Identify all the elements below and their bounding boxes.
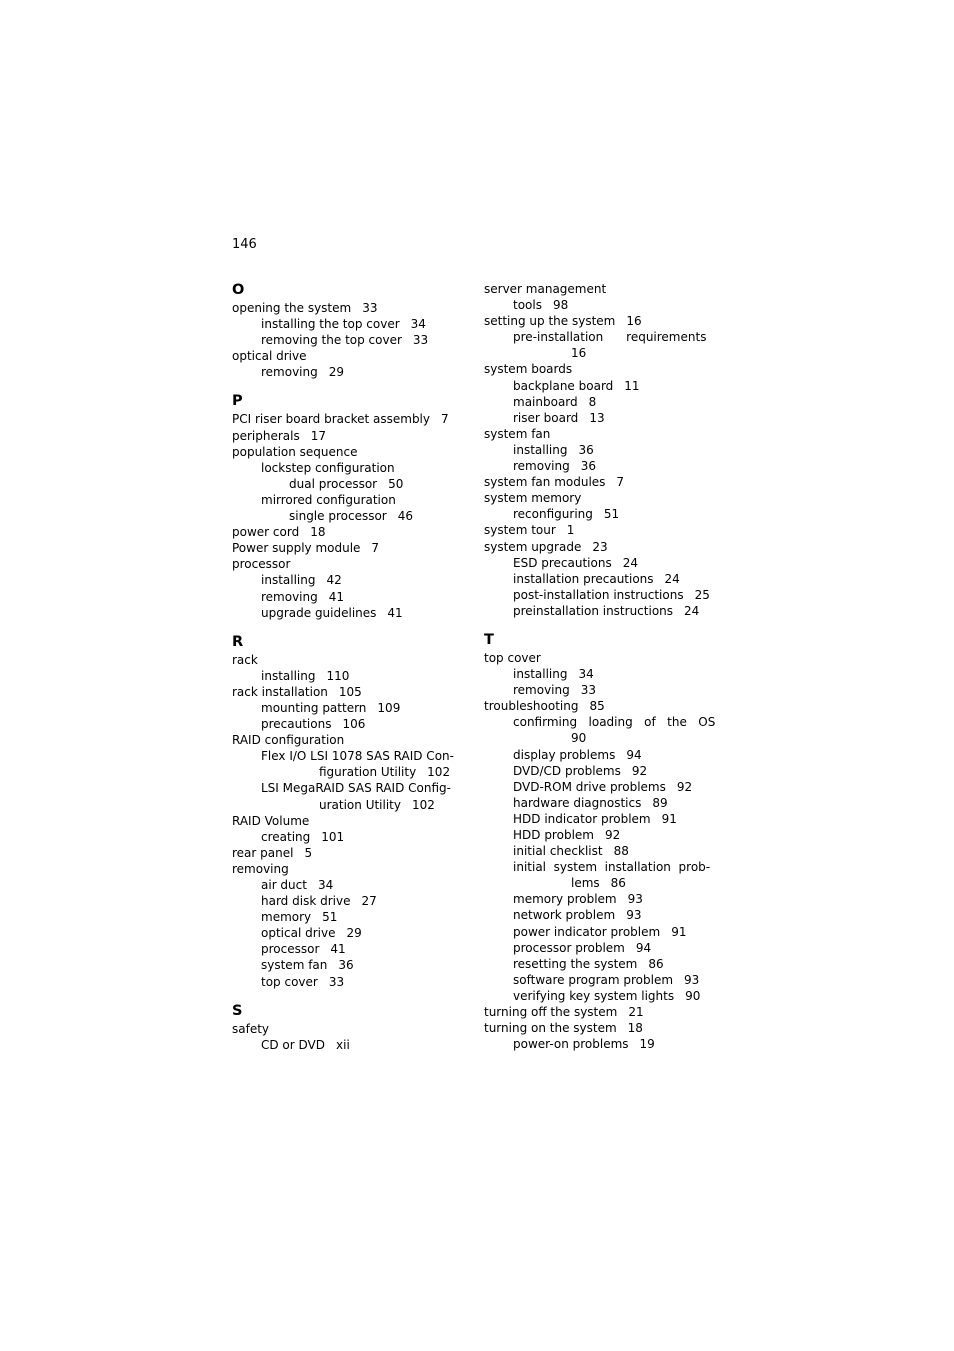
index-term: processor	[261, 942, 320, 957]
index-entry	[232, 540, 472, 556]
index-term: RAID configuration	[232, 733, 345, 748]
index-entry	[484, 410, 710, 426]
index-letter-heading: P	[232, 393, 243, 410]
index-page-ref: 5	[304, 845, 313, 860]
index-entry	[484, 747, 710, 763]
index-entry	[232, 316, 472, 332]
index-entry	[232, 348, 472, 364]
index-entry	[232, 780, 472, 796]
index-term: HDD problem	[513, 828, 594, 842]
index-term: resetting the system	[513, 956, 638, 971]
index-term: processor problem	[513, 940, 625, 955]
index-page-ref: 86	[648, 956, 664, 971]
index-entry	[232, 813, 472, 829]
index-term: creating	[261, 829, 311, 844]
index-term: system memory	[484, 491, 582, 506]
index-term: rack installation	[232, 684, 328, 699]
index-entry	[232, 909, 472, 925]
index-term: mainboard	[513, 394, 578, 409]
index-entry	[484, 843, 710, 859]
index-entry	[232, 476, 472, 492]
index-page-ref: 42	[326, 573, 342, 588]
index-page-ref: 46	[397, 509, 414, 524]
index-term: turning off the system	[484, 1005, 618, 1020]
index-term: processor	[232, 557, 291, 572]
index-entry	[484, 442, 710, 458]
index-entry	[232, 700, 472, 716]
index-term: memory	[261, 910, 312, 925]
index-column-left	[232, 281, 472, 1053]
index-term: reconfiguring	[513, 507, 593, 522]
index-entry	[484, 587, 710, 603]
index-entry	[232, 797, 472, 813]
index-page-ref: 23	[592, 539, 608, 554]
index-page-ref: xii	[336, 1037, 350, 1052]
index-term: system fan modules	[484, 475, 606, 490]
index-term: system fan	[484, 426, 551, 441]
index-entry	[232, 925, 472, 941]
index-term: system fan	[261, 958, 328, 973]
index-term: initial checklist	[513, 844, 603, 859]
index-entry	[484, 714, 716, 730]
index-term: turning on the system	[484, 1021, 617, 1036]
index-page-ref: 86	[610, 876, 626, 891]
index-page-ref: 34	[578, 667, 594, 682]
index-letter-heading: S	[232, 1002, 243, 1019]
index-entry	[484, 698, 710, 714]
index-entry	[484, 345, 710, 361]
index-entry	[484, 458, 710, 474]
index-term: tools	[513, 298, 542, 313]
index-page-ref: 18	[310, 525, 326, 540]
index-term: preinstallation instructions	[513, 603, 674, 618]
index-entry	[232, 492, 472, 508]
index-entry	[232, 764, 472, 780]
index-entry	[484, 763, 710, 779]
index-term: power cord	[232, 525, 300, 540]
index-entry	[484, 474, 710, 490]
index-term: rack	[232, 652, 258, 667]
index-entry	[232, 364, 472, 380]
index-term: hardware diagnostics	[513, 795, 642, 810]
index-page-ref: 19	[639, 1037, 655, 1052]
index-page-ref: 24	[664, 571, 680, 586]
index-page-ref: 36	[578, 442, 594, 457]
index-page-ref: 24	[684, 603, 700, 618]
index-page-ref: 89	[652, 795, 668, 810]
index-entry	[232, 748, 472, 764]
index-entry	[232, 668, 472, 684]
index-page-ref: 88	[613, 844, 629, 859]
index-page-ref: 92	[604, 828, 621, 842]
index-term: installing	[261, 668, 316, 683]
index-term: riser board	[513, 410, 579, 425]
index-page-ref: 33	[580, 683, 597, 698]
index-entry	[484, 924, 710, 940]
index-term: DVD/CD problems	[513, 763, 621, 778]
index-term: CD or DVD	[261, 1037, 326, 1052]
index-entry	[232, 589, 472, 605]
index-term: Power supply module	[232, 541, 361, 556]
index-page-ref: 91	[661, 811, 677, 826]
index-entry	[484, 1036, 710, 1052]
index-entry	[232, 652, 472, 668]
index-page-ref: 7	[371, 541, 380, 556]
index-page-ref: 24	[622, 555, 638, 570]
index-term: rear panel	[232, 845, 294, 860]
index-term: LSI MegaRAID SAS RAID Config-	[261, 781, 451, 796]
index-term: pre-installation requirements	[513, 330, 707, 345]
index-page-ref: 34	[317, 878, 334, 892]
index-entry	[484, 682, 710, 698]
index-term: installing the top cover	[261, 317, 400, 332]
index-entry	[484, 811, 710, 827]
index-page-ref: 85	[589, 699, 605, 714]
index-page-ref: 102	[412, 797, 435, 812]
index-page-ref: 106	[342, 717, 366, 732]
index-term: power indicator problem	[513, 924, 661, 939]
index-term: top cover	[484, 650, 541, 665]
index-term: software program problem	[513, 972, 674, 987]
index-term: upgrade guidelines	[261, 605, 377, 620]
index-term: safety	[232, 1021, 270, 1036]
index-entry	[484, 329, 710, 345]
index-entry	[484, 875, 710, 891]
index-entry	[232, 411, 472, 427]
index-page-ref: 109	[377, 700, 401, 715]
index-entry	[484, 539, 710, 555]
index-entry	[232, 829, 472, 845]
index-term: setting up the system	[484, 314, 616, 329]
index-term: power-on problems	[513, 1037, 629, 1052]
index-page-ref: 92	[676, 779, 693, 794]
index-letter-heading: R	[232, 633, 244, 650]
index-term: system upgrade	[484, 539, 582, 554]
index-page-ref: 92	[631, 763, 648, 778]
index-entry	[484, 313, 710, 329]
index-term: 90	[571, 731, 587, 746]
index-page-ref: 41	[330, 942, 346, 957]
index-entry	[484, 522, 710, 538]
index-page-ref: 33	[412, 333, 429, 348]
index-term: removing	[261, 589, 318, 604]
index-entry	[232, 732, 472, 748]
index-page-ref: 29	[328, 365, 345, 380]
index-term: DVD-ROM drive problems	[513, 779, 666, 794]
index-term: removing the top cover	[261, 333, 402, 348]
index-entry	[484, 571, 710, 587]
index-page-ref: 36	[580, 459, 597, 474]
index-entry	[484, 650, 710, 666]
index-entry	[232, 605, 472, 621]
index-entry	[484, 940, 710, 956]
index-page-ref: 102	[427, 765, 451, 780]
index-entry	[484, 907, 710, 923]
index-entry	[232, 684, 472, 700]
index-entry	[484, 281, 710, 297]
index-entry	[484, 426, 710, 442]
index-page-ref: 21	[628, 1005, 644, 1020]
index-entry	[232, 428, 472, 444]
index-term: Flex I/O LSI 1078 SAS RAID Con-	[261, 749, 454, 764]
index-term: display problems	[513, 747, 616, 762]
index-page-ref: 101	[321, 829, 345, 844]
index-page-ref: 91	[671, 924, 687, 939]
index-entry	[484, 779, 710, 795]
index-term: installation precautions	[513, 571, 654, 586]
index-entry	[484, 988, 710, 1004]
index-page-ref: 94	[635, 940, 652, 955]
index-term: installing	[513, 442, 568, 457]
index-page-ref: 34	[410, 317, 426, 332]
index-term: dual processor	[289, 476, 378, 491]
index-page-ref: 8	[588, 394, 597, 409]
index-term: air duct	[261, 878, 307, 892]
index-term: figuration Utility	[319, 765, 417, 780]
index-page-ref: 7	[441, 412, 449, 427]
index-page-ref: 110	[326, 668, 350, 683]
index-term: hard disk drive	[261, 894, 351, 909]
index-page-ref: 41	[328, 589, 345, 604]
index-entry	[484, 378, 710, 394]
index-term: peripherals	[232, 428, 300, 443]
index-entry	[484, 972, 710, 988]
index-entry	[232, 460, 472, 476]
index-term: removing	[232, 861, 289, 876]
index-entry	[484, 361, 710, 377]
index-column-right	[484, 281, 716, 1052]
index-entry	[232, 556, 472, 572]
index-term: optical drive	[232, 349, 307, 364]
index-entry	[484, 730, 710, 746]
index-page-ref: 11	[624, 378, 640, 393]
index-page-ref: 27	[361, 894, 377, 909]
index-term: optical drive	[261, 926, 336, 941]
index-term: lockstep configuration	[261, 460, 395, 475]
index-term: troubleshooting	[484, 699, 579, 714]
index-page-ref: 98	[552, 298, 569, 313]
index-term: top cover	[261, 974, 318, 989]
index-entry	[484, 827, 710, 843]
index-page-ref: 18	[627, 1021, 643, 1036]
index-page-ref: 51	[322, 910, 338, 925]
index-term: initial system installation prob-	[513, 860, 711, 875]
index-term: 16	[571, 346, 587, 361]
index-page-ref: 93	[684, 972, 700, 987]
index-term: PCI riser board bracket assembly	[232, 412, 430, 427]
index-term: verifying key system lights	[513, 988, 675, 1003]
index-entry	[484, 490, 710, 506]
index-entry	[484, 555, 710, 571]
index-term: post-installation instructions	[513, 587, 684, 602]
index-page-ref: 1	[566, 523, 575, 538]
index-page-ref: 33	[362, 301, 378, 315]
index-term: single processor	[289, 509, 387, 524]
index-page-ref: 51	[603, 507, 620, 522]
index-term: RAID Volume	[232, 813, 310, 828]
index-entry	[232, 877, 472, 893]
page-number: 146	[232, 237, 257, 252]
index-entry	[484, 297, 710, 313]
index-term: system boards	[484, 362, 573, 377]
index-term: removing	[261, 365, 318, 380]
index-page-ref: 25	[694, 587, 710, 602]
index-entry	[484, 795, 710, 811]
index-term: server management	[484, 282, 607, 296]
index-term: removing	[513, 683, 570, 698]
index-term: mirrored configuration	[261, 492, 396, 507]
index-page-ref: 41	[387, 605, 403, 620]
index-entry	[484, 956, 710, 972]
index-term: population sequence	[232, 444, 358, 459]
index-term: ESD precautions	[513, 555, 612, 570]
index-page-ref: 16	[626, 314, 642, 329]
index-term: mounting pattern	[261, 700, 367, 715]
index-letter-heading: O	[232, 282, 245, 298]
index-entry	[484, 603, 710, 619]
index-page-ref: 13	[589, 410, 605, 425]
index-page-ref: 93	[627, 892, 643, 907]
index-page-ref: 29	[346, 926, 362, 941]
index-term: system tour	[484, 523, 556, 538]
index-entry	[484, 506, 710, 522]
index-entry	[232, 893, 472, 909]
index-entry	[232, 332, 472, 348]
index-entry	[484, 394, 710, 410]
index-page-ref: 90	[685, 988, 701, 1003]
index-page-ref: 36	[338, 958, 354, 973]
index-term: backplane board	[513, 378, 614, 393]
index-entry	[232, 861, 472, 877]
index-term: installing	[261, 573, 316, 588]
index-entry	[484, 859, 710, 875]
index-entry	[232, 444, 472, 460]
index-entry	[232, 941, 472, 957]
index-term: opening the system	[232, 301, 352, 315]
index-page-ref: 50	[388, 476, 404, 491]
index-entry	[484, 666, 710, 682]
index-entry	[232, 1021, 472, 1037]
index-entry	[232, 524, 472, 540]
index-page-ref: 33	[328, 974, 345, 989]
index-page-ref: 93	[626, 908, 642, 923]
index-entry	[232, 572, 472, 588]
index-term: confirming loading of the OS	[513, 715, 716, 730]
index-entry	[232, 845, 472, 861]
index-entry	[232, 300, 472, 316]
index-page-ref: 17	[310, 428, 327, 443]
index-entry	[232, 957, 472, 973]
index-term: precautions	[261, 717, 332, 732]
index-term: lems	[571, 876, 600, 891]
index-page-ref: 105	[338, 684, 362, 699]
index-entry	[484, 891, 710, 907]
index-entry	[232, 716, 472, 732]
index-term: removing	[513, 459, 570, 474]
index-entry	[484, 1020, 710, 1036]
index-entry	[484, 1004, 710, 1020]
index-letter-heading: T	[484, 631, 494, 648]
index-term: memory problem	[513, 892, 617, 907]
index-term: network problem	[513, 908, 616, 923]
index-entry	[232, 1037, 472, 1053]
index-page-ref: 94	[626, 747, 642, 762]
index-term: HDD indicator problem	[513, 811, 651, 826]
index-term: installing	[513, 667, 568, 682]
index-entry	[232, 508, 472, 524]
index-page-ref: 7	[616, 475, 625, 490]
index-term: uration Utility	[319, 797, 401, 812]
index-entry	[232, 974, 472, 990]
